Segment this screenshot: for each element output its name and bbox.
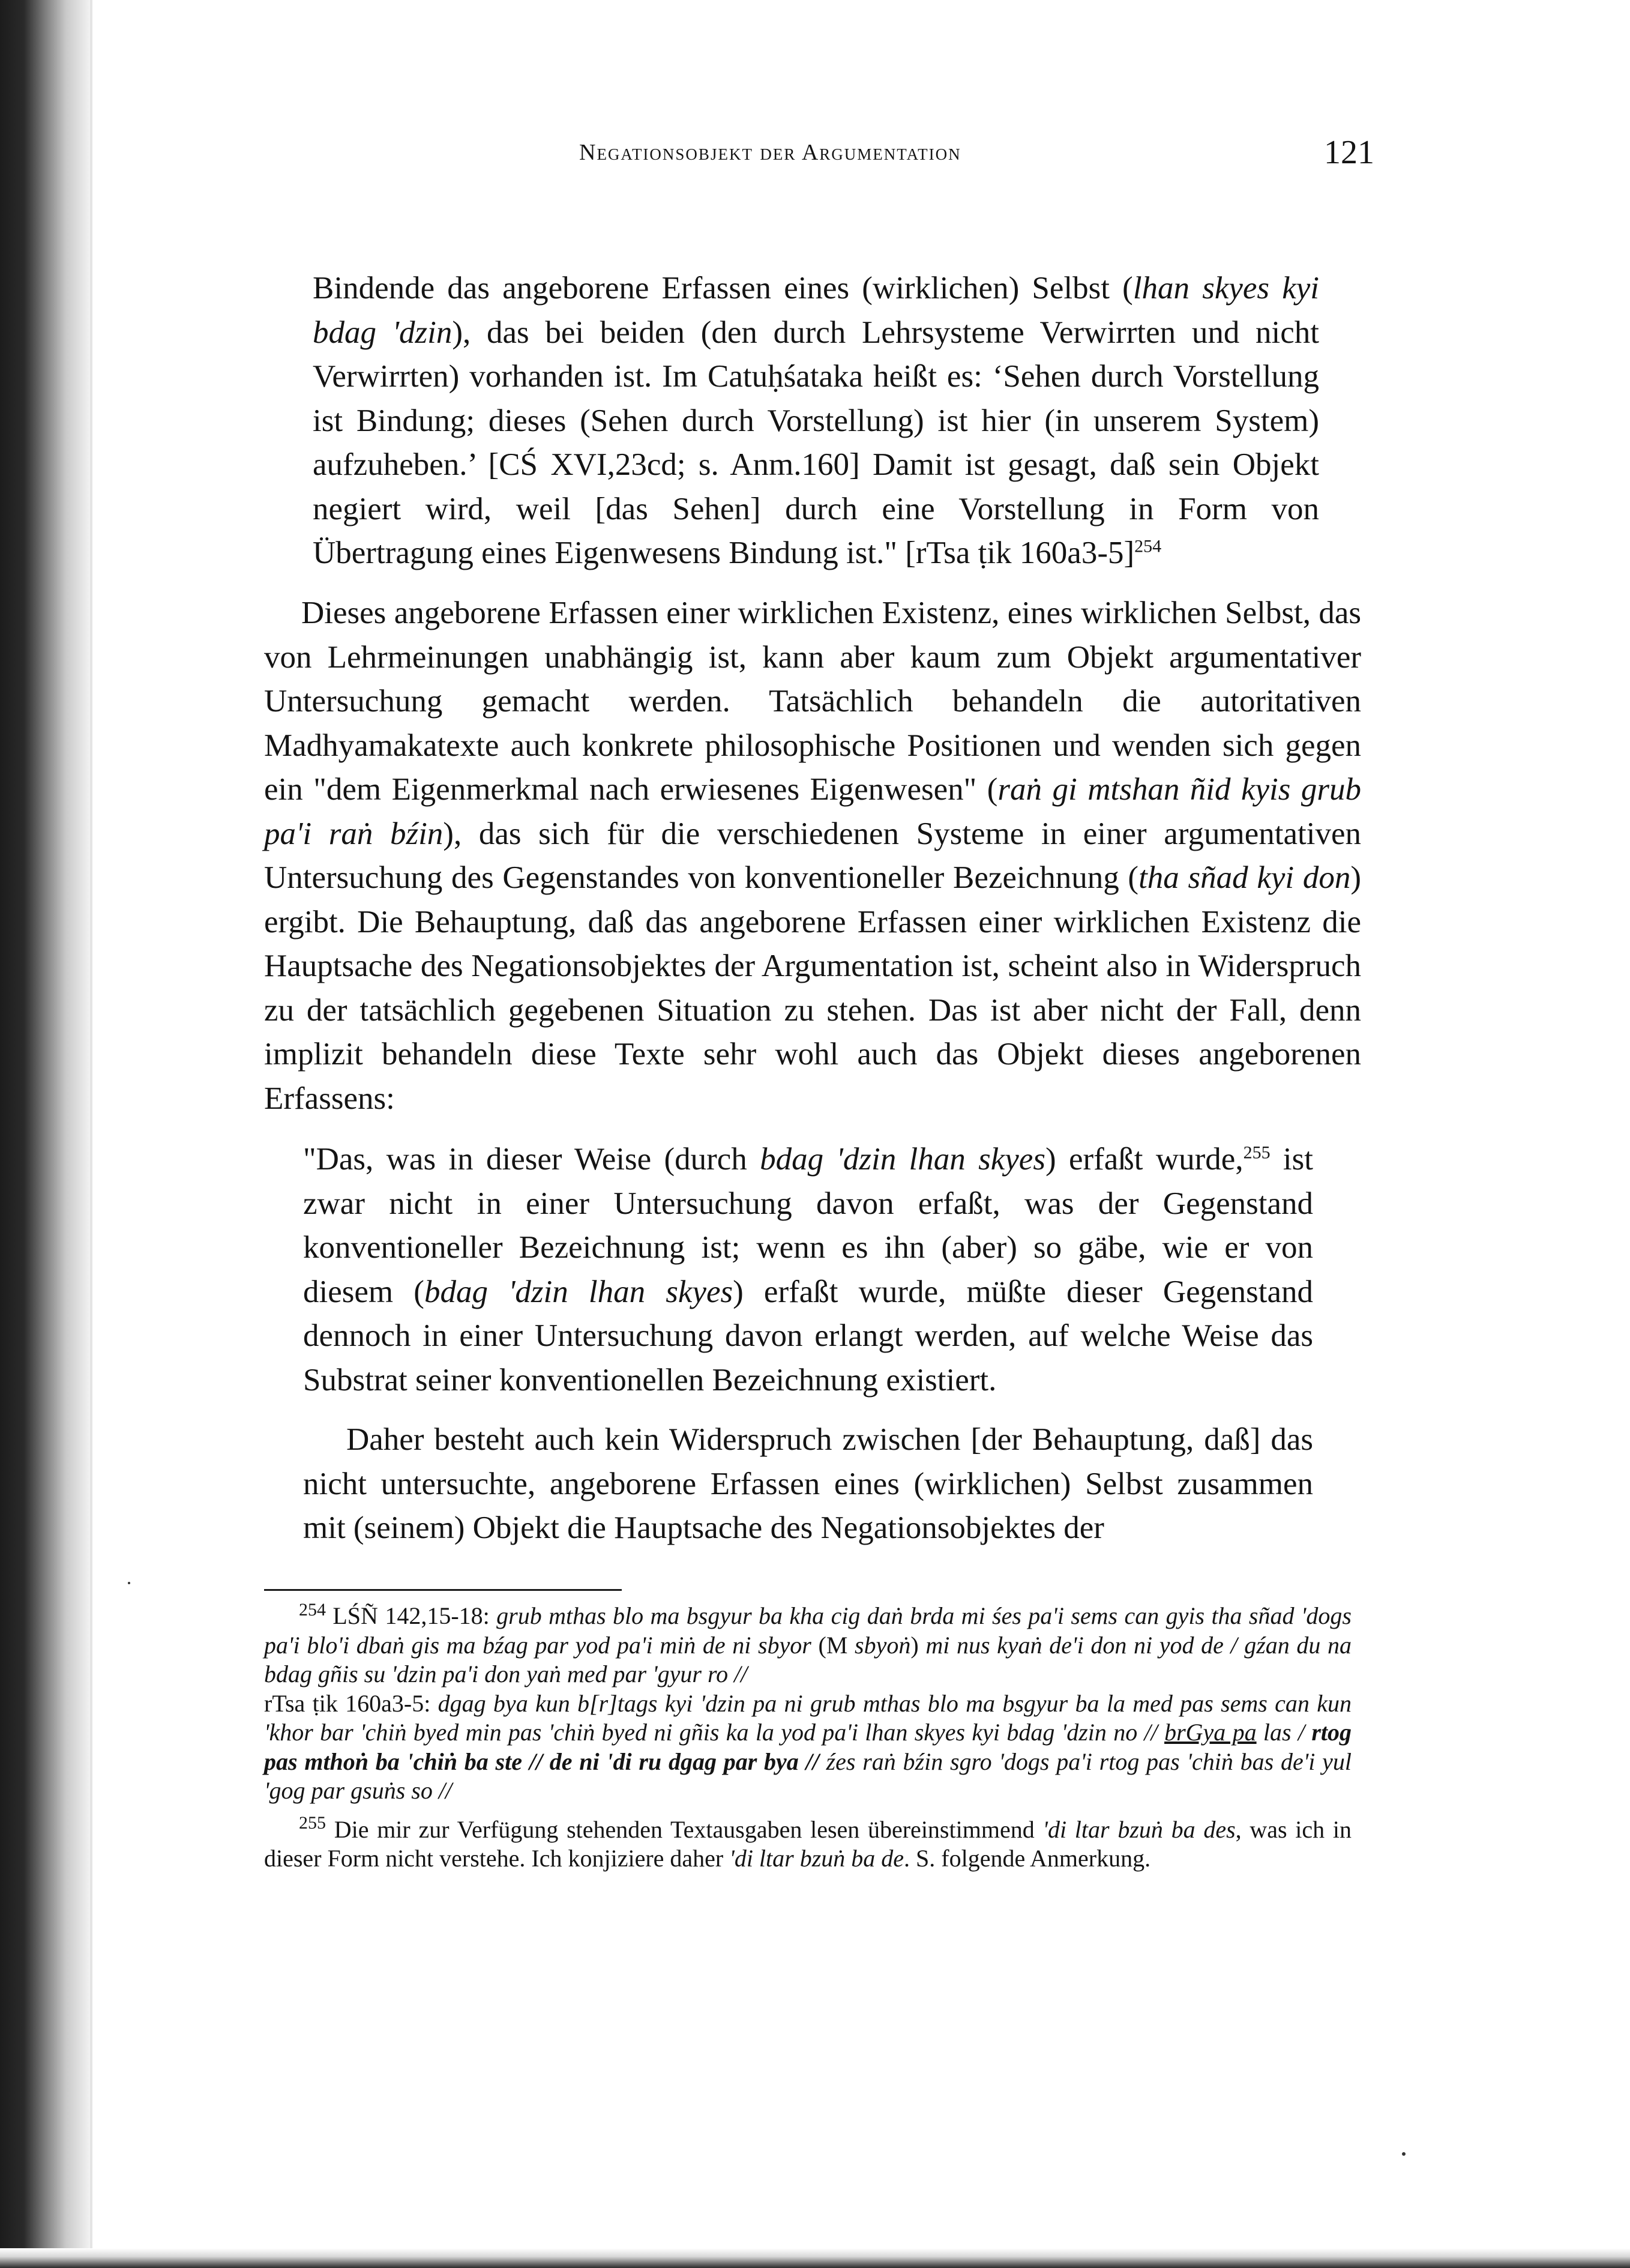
paragraph-4-text xyxy=(303,1418,1313,1551)
italic-term: las / xyxy=(1256,1719,1312,1746)
italic-term: bdag 'dzin lhan skyes xyxy=(760,1142,1045,1177)
italic-term: grub mthas blo ma bsgyur ba kha cig daṅ brda mi śes pa'i sems can gyis tha sñad 'dogs pa'i blo'i dbaṅ gis ma bźag par yod pa'i miṅ de ni sbyor xyxy=(264,1602,1352,1659)
paragraph-1-text xyxy=(313,267,1319,576)
footnote-255 xyxy=(264,1815,1352,1874)
footnote-separator xyxy=(264,1589,622,1591)
scan-speck xyxy=(1402,2152,1406,2156)
footnotes xyxy=(264,1599,1352,1874)
scan-speck xyxy=(128,1582,130,1584)
italic-term: tha sñad kyi don xyxy=(1138,860,1351,895)
italic-term: 'di ltar bzuṅ ba des xyxy=(1042,1815,1236,1843)
text-run: ) xyxy=(910,1631,926,1659)
footnote-255-text xyxy=(264,1816,1352,1872)
text-run: . S. folgende Anmerkung. xyxy=(904,1845,1151,1872)
running-head: Negationsobjekt der Argumentation xyxy=(579,140,961,165)
page-header xyxy=(258,133,1374,181)
text-run: , was ich in dieser Form nicht verstehe. Ich konjiziere daher xyxy=(264,1815,1352,1872)
italic-term: bdag 'dzin lhan skyes xyxy=(424,1274,733,1309)
italic-term: sbyoṅ xyxy=(855,1631,911,1659)
italic-term: raṅ gi mtshan ñid kyis grub pa'i raṅ bźin xyxy=(264,772,1361,851)
italic-term: dgag bya kun b[r]tags kyi 'dzin pa ni grub mthas blo ma bsgyur ba la med pas sems can kun 'khor bar 'chiṅ byed min pas 'chiṅ byed ni gñis ka la yod pa'i lhan skyes kyi bdag 'dzin no // xyxy=(264,1689,1352,1746)
footnote-254-second-citation xyxy=(264,1689,1352,1806)
italic-term: rtog pas mthoṅ ba 'chiṅ ba ste // de ni 'di ru dgag par bya // xyxy=(264,1719,1352,1775)
text-run: ) erfaßt wurde, xyxy=(1045,1142,1244,1177)
page-bottom-edge xyxy=(0,2248,1630,2268)
block-quote xyxy=(303,1138,1313,1402)
italic-term: lhan skyes kyi bdag 'dzin xyxy=(313,271,1319,350)
footnote-254-text xyxy=(264,1599,1352,1687)
footnote-ref: 254 xyxy=(1134,536,1162,556)
text-run: Bindende das angeborene Erfassen eines (wirklichen) Selbst ( xyxy=(313,271,1133,306)
paragraph-quote-continuation xyxy=(313,267,1319,576)
text-run: ) erfaßt wurde, müßte dieser Gegenstand dennoch in einer Untersuchung davon erlangt werden, auf welche Weise das Substrat seiner konventionellen Bezeichnung existiert. xyxy=(303,1274,1314,1398)
paragraph-continuation xyxy=(303,1418,1313,1551)
text-run: Die mir zur Verfügung stehenden Textausgaben lesen übereinstimmend xyxy=(326,1815,1043,1843)
footnote-255-number: 255 xyxy=(299,1813,326,1833)
binding-shadow xyxy=(0,0,90,2268)
text-run: ), das bei beiden (den durch Lehrsysteme Verwirrten und nicht Verwirrten) vorhanden ist. Im Catuḥśataka heißt es: ‘Sehen durch Vorstellung ist Bindung; dieses (Sehen durch Vorstellung) ist hier (in unserem System) aufzuheben.’ [CŚ XVI,23cd; s. Anm.160] Damit ist gesagt, daß sein Objekt negiert wird, weil [das Sehen] durch eine Vorstellung in Form von Übertragung eines Eigenwesens Bindung ist." [rTsa ṭik 160a3-5] xyxy=(313,315,1320,570)
text-run: ) ergibt. Die Behauptung, daß das angeborene Erfassen einer wirklichen Existenz die Hauptsache des Negationsobjektes der Argumentation ist, scheint also in Widerspruch zu der tatsächlich gegebenen Situation zu stehen. Das ist aber nicht der Fall, denn implizit behandeln diese Texte sehr wohl auch das Objekt dieses angeborenen Erfassens: xyxy=(264,860,1362,1116)
text-run: "Das, was in dieser Weise (durch xyxy=(303,1142,760,1177)
footnote-254 xyxy=(264,1599,1352,1689)
text-run: Dieses angeborene Erfassen einer wirklichen Existenz, eines wirklichen Selbst, das von Lehrmeinungen unabhängig ist, kann aber kaum zum Objekt argumentativer Untersuchung gemacht werden. Tatsächlich behandeln die autoritativen Madhyamakatexte auch konkrete philosophische Positionen und wenden sich gegen ein "dem Eigenmerkmal nach erwiesenes Eigenwesen" ( xyxy=(264,596,1361,807)
text-run: ist zwar nicht in einer Untersuchung davon erfaßt, was der Gegenstand konventioneller Bezeichnung ist; wenn es ihn (aber) so gäbe, wie er von diesem ( xyxy=(303,1142,1314,1309)
page-edge-line xyxy=(90,0,92,2268)
italic-term: 'di ltar bzuṅ ba de xyxy=(729,1845,904,1872)
italic-term: mi nus kyaṅ de'i don ni yod de / gźan du na bdag gñis su 'dzin pa'i don yaṅ med par 'gyur ro // xyxy=(264,1631,1352,1687)
text-run: (M xyxy=(811,1631,855,1659)
paragraph-2-text xyxy=(264,591,1361,1121)
text-run: rTsa ṭik 160a3-5: xyxy=(264,1689,438,1717)
paragraph-main xyxy=(264,591,1361,1121)
footnote-ref: 255 xyxy=(1243,1142,1271,1163)
page-number: 121 xyxy=(1324,134,1374,171)
text-run: ), das sich für die verschiedenen Systeme in einer argumentativen Untersuchung des Gegenstandes von konventioneller Bezeichnung ( xyxy=(264,816,1361,895)
text-run: LŚÑ 142,15-18: xyxy=(326,1602,497,1629)
footnote-254-number: 254 xyxy=(299,1599,326,1620)
italic-term: brGya pa xyxy=(1164,1719,1257,1746)
italic-term: źes raṅ bźin sgro 'dogs pa'i rtog pas 'chiṅ bas de'i yul 'gog par gsuṅs so // xyxy=(264,1748,1352,1804)
quote-text xyxy=(303,1138,1313,1402)
text-run: Daher besteht auch kein Widerspruch zwischen [der Behauptung, daß] das nicht untersuchte, angeborene Erfassen eines (wirklichen) Selbst zusammen mit (seinem) Objekt die Hauptsache des Negationsobjektes der xyxy=(303,1422,1313,1545)
